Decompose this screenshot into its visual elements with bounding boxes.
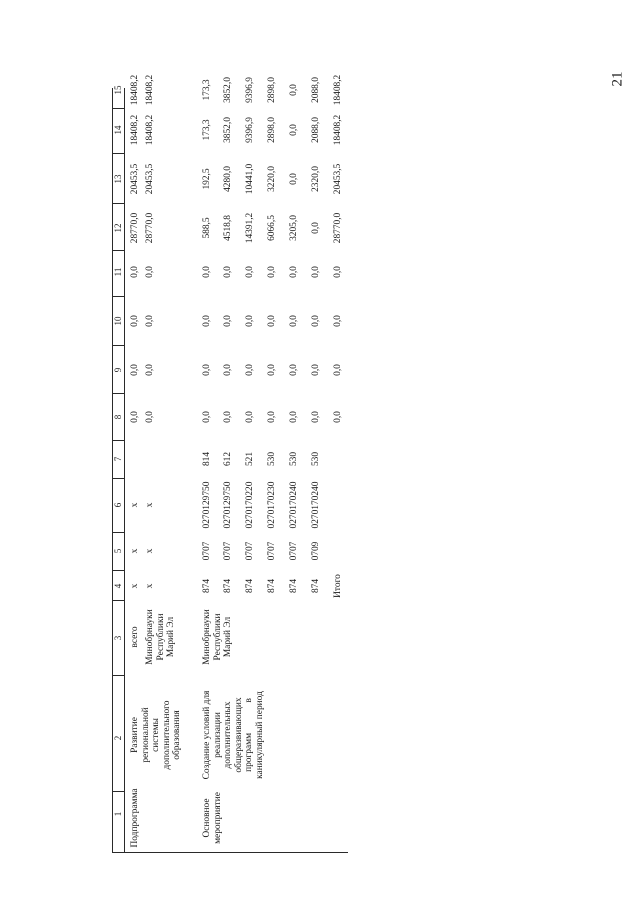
row-2-col3-line-3: Марий Эл — [165, 616, 176, 658]
row-3-col1-line-2: мероприятие — [212, 792, 223, 844]
row-3-col2-line-5: программ в — [243, 698, 254, 772]
row-9-col9: 0,0 — [332, 364, 343, 376]
column-header-4: 4 — [112, 583, 123, 589]
row-1-col13: 20453,5 — [129, 163, 140, 195]
row-6-col4: 874 — [266, 578, 277, 594]
row-2-col13: 20453,5 — [144, 163, 155, 195]
row-9-col14: 18408,2 — [332, 114, 343, 146]
row-2-col9: 0,0 — [144, 364, 155, 376]
row-1-col2-line-5: образования — [171, 710, 182, 760]
column-header-9: 9 — [112, 367, 123, 373]
row-3-col7: 814 — [201, 451, 212, 467]
row-8-col7: 530 — [310, 451, 321, 467]
row-7-col5: 0707 — [288, 541, 299, 561]
row-3-col14: 173,3 — [201, 119, 212, 141]
row-6-col15: 2898,0 — [266, 77, 277, 103]
row-5-col9: 0,0 — [244, 364, 255, 376]
row-6-col12: 6066,5 — [266, 215, 277, 241]
row-5-col6: 0270170220 — [244, 481, 255, 529]
row-9-col10: 0,0 — [332, 315, 343, 327]
row-3-col12: 588,5 — [201, 217, 212, 239]
row-8-col4: 874 — [310, 578, 321, 594]
row-5-col8: 0,0 — [244, 411, 255, 423]
column-divider-2 — [112, 153, 124, 154]
row-4-col5: 0707 — [222, 541, 233, 561]
row-1-col4: x — [129, 583, 140, 589]
row-5-col5: 0707 — [244, 541, 255, 561]
header-row-divider — [124, 88, 125, 852]
column-header-6: 6 — [112, 502, 123, 508]
row-5-col13: 10441,0 — [244, 163, 255, 195]
row-1-col6: x — [129, 502, 140, 508]
row-6-col9: 0,0 — [266, 364, 277, 376]
row-8-col6: 0270170240 — [310, 481, 321, 529]
row-4-col10: 0,0 — [222, 315, 233, 327]
row-7-col15: 0,0 — [288, 84, 299, 96]
row-6-col11: 0,0 — [266, 266, 277, 278]
row-3-col10: 0,0 — [201, 315, 212, 327]
row-9-col8: 0,0 — [332, 411, 343, 423]
row-1-col2-line-2: региональной — [140, 707, 151, 763]
row-1-col1: Подпрограмма — [129, 788, 140, 848]
row-4-col7: 612 — [222, 451, 233, 467]
row-8-col5: 0709 — [310, 541, 321, 561]
row-3-col11: 0,0 — [201, 266, 212, 278]
row-4-col8: 0,0 — [222, 411, 233, 423]
column-header-1: 1 — [112, 811, 123, 817]
row-5-col14: 9396,9 — [244, 117, 255, 143]
row-5-col10: 0,0 — [244, 315, 255, 327]
row-4-col9: 0,0 — [222, 364, 233, 376]
row-2-col11: 0,0 — [144, 266, 155, 278]
row-3-col3-line-3: Марий Эл — [222, 616, 233, 658]
row-3-col1-line-1: Основное — [201, 798, 212, 838]
row-2-col6: x — [144, 502, 155, 508]
row-4-col13: 4280,0 — [222, 166, 233, 192]
row-1-col2-line-1: Развитие — [129, 717, 140, 753]
row-8-col13: 2320,0 — [310, 166, 321, 192]
row-2-col14: 18408,2 — [144, 114, 155, 146]
row-1-col8: 0,0 — [129, 411, 140, 423]
column-header-14: 14 — [112, 125, 123, 135]
row-2-col12: 28770,0 — [144, 212, 155, 244]
row-4-col4: 874 — [222, 578, 233, 594]
row-4-col6: 0270129750 — [222, 481, 233, 529]
column-header-15: 15 — [112, 85, 123, 95]
column-divider-1 — [112, 108, 124, 109]
column-divider-3 — [112, 203, 124, 204]
row-6-col13: 3220,0 — [266, 166, 277, 192]
column-header-2: 2 — [112, 735, 123, 741]
row-4-col11: 0,0 — [222, 266, 233, 278]
row-4-col15: 3852,0 — [222, 77, 233, 103]
row-7-col12: 3205,0 — [288, 215, 299, 241]
row-1-col11: 0,0 — [129, 266, 140, 278]
column-divider-4 — [112, 250, 124, 251]
column-header-12: 12 — [112, 223, 123, 233]
row-3-col13: 192,5 — [201, 168, 212, 190]
row-1-col14: 18408,2 — [129, 114, 140, 146]
row-6-col6: 0270170230 — [266, 481, 277, 529]
row-3-col5: 0707 — [201, 541, 212, 561]
row-8-col9: 0,0 — [310, 364, 321, 376]
column-divider-9 — [112, 478, 124, 479]
row-9-col15: 18408,2 — [332, 74, 343, 106]
row-7-col11: 0,0 — [288, 266, 299, 278]
row-3-col15: 173,3 — [201, 79, 212, 101]
row-9-col12: 28770,0 — [332, 212, 343, 244]
row-2-col10: 0,0 — [144, 315, 155, 327]
row-7-col4: 874 — [288, 578, 299, 594]
row-3-col2-line-6: каникулярный период — [254, 691, 265, 779]
row-9-col13: 20453,5 — [332, 163, 343, 195]
row-6-col5: 0707 — [266, 541, 277, 561]
row-8-col14: 2088,0 — [310, 117, 321, 143]
column-divider-6 — [112, 345, 124, 346]
column-divider-14 — [112, 791, 124, 792]
column-divider-5 — [112, 296, 124, 297]
row-3-col2-line-3: дополнительных — [222, 701, 233, 769]
column-header-13: 13 — [112, 174, 123, 184]
row-7-col8: 0,0 — [288, 411, 299, 423]
row-3-col6: 0270129750 — [201, 481, 212, 529]
row-2-col8: 0,0 — [144, 411, 155, 423]
row-1-col2-line-4: дополнительного — [161, 700, 172, 770]
row-8-col8: 0,0 — [310, 411, 321, 423]
column-header-3: 3 — [112, 635, 123, 641]
row-2-col4: x — [144, 583, 155, 589]
row-1-col2-line-3: системы — [150, 718, 161, 752]
row-9-col4: Итого — [332, 574, 343, 598]
column-header-8: 8 — [112, 414, 123, 420]
row-7-col9: 0,0 — [288, 364, 299, 376]
row-8-col15: 2088,0 — [310, 77, 321, 103]
row-3-col4: 874 — [201, 578, 212, 594]
row-7-col7: 530 — [288, 451, 299, 467]
table-border-left — [112, 852, 348, 853]
row-5-col4: 874 — [244, 578, 255, 594]
row-2-col5: x — [144, 548, 155, 554]
column-header-5: 5 — [112, 548, 123, 554]
column-divider-10 — [112, 532, 124, 533]
column-divider-13 — [112, 675, 124, 676]
row-1-col10: 0,0 — [129, 315, 140, 327]
row-6-col14: 2898,0 — [266, 117, 277, 143]
row-8-col10: 0,0 — [310, 315, 321, 327]
column-header-7: 7 — [112, 456, 123, 462]
row-1-col12: 28770,0 — [129, 212, 140, 244]
row-5-col15: 9396,9 — [244, 77, 255, 103]
row-3-col2-line-4: общеразвивающих — [233, 697, 244, 773]
column-divider-7 — [112, 393, 124, 394]
row-7-col13: 0,0 — [288, 173, 299, 185]
row-1-col3-line-1: всего — [129, 626, 140, 648]
row-2-col15: 18408,2 — [144, 74, 155, 106]
row-8-col11: 0,0 — [310, 266, 321, 278]
row-4-col14: 3852,0 — [222, 117, 233, 143]
row-3-col2-line-1: Создание условий для — [201, 690, 212, 780]
row-7-col10: 0,0 — [288, 315, 299, 327]
row-3-col8: 0,0 — [201, 411, 212, 423]
row-9-col11: 0,0 — [332, 266, 343, 278]
column-divider-11 — [112, 570, 124, 571]
column-divider-12 — [112, 600, 124, 601]
row-5-col11: 0,0 — [244, 266, 255, 278]
column-divider-8 — [112, 440, 124, 441]
column-header-11: 11 — [112, 267, 123, 277]
row-4-col12: 4518,8 — [222, 215, 233, 241]
row-6-col7: 530 — [266, 451, 277, 467]
row-2-col3-line-2: Республики — [155, 613, 166, 661]
row-1-col9: 0,0 — [129, 364, 140, 376]
row-7-col6: 0270170240 — [288, 481, 299, 529]
row-6-col8: 0,0 — [266, 411, 277, 423]
row-6-col10: 0,0 — [266, 315, 277, 327]
column-header-10: 10 — [112, 316, 123, 326]
row-2-col3-line-1: Минобрнауки — [144, 609, 155, 665]
row-3-col3-line-2: Республики — [212, 613, 223, 661]
row-8-col12: 0,0 — [310, 222, 321, 234]
row-1-col5: x — [129, 548, 140, 554]
row-5-col12: 14391,2 — [244, 212, 255, 244]
row-7-col14: 0,0 — [288, 124, 299, 136]
row-3-col2-line-2: реализации — [212, 712, 223, 758]
row-5-col7: 521 — [244, 451, 255, 467]
row-3-col9: 0,0 — [201, 364, 212, 376]
row-3-col3-line-1: Минобрнауки — [201, 609, 212, 665]
page-number: 21 — [609, 71, 626, 87]
row-1-col15: 18408,2 — [129, 74, 140, 106]
